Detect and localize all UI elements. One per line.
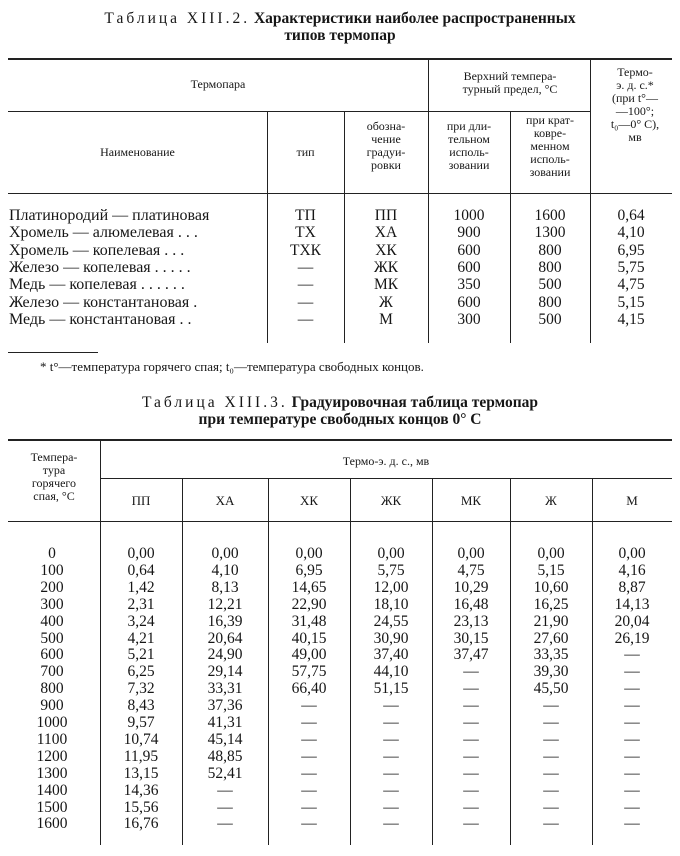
table1-header-bottom-rule bbox=[8, 193, 672, 194]
short-use-cell: 800 bbox=[538, 258, 562, 276]
emf-cell: 5,15 bbox=[617, 293, 645, 311]
temperature-cell: 100 bbox=[40, 561, 64, 579]
emf-value-cell: 27,60 bbox=[533, 629, 569, 647]
emf-value-cell: 8,13 bbox=[211, 578, 239, 596]
emf-value-cell: — bbox=[624, 764, 640, 782]
header-grading: обозна- чение градуи- ровки bbox=[366, 119, 406, 172]
emf-value-cell: — bbox=[217, 798, 233, 816]
emf-value-cell: 4,10 bbox=[211, 561, 239, 579]
emf-value-cell: — bbox=[624, 646, 640, 664]
emf-value-cell: 10,29 bbox=[453, 578, 489, 596]
emf-value-cell: 20,04 bbox=[614, 612, 650, 630]
emf-value-cell: 52,41 bbox=[207, 764, 243, 782]
emf-value-cell: 7,32 bbox=[127, 680, 155, 698]
short-use-cell: 1600 bbox=[534, 207, 566, 224]
thermocouple-name: Железо — константановая . bbox=[9, 293, 198, 311]
column-header-1: ХА bbox=[215, 493, 235, 508]
emf-value-cell: 33,35 bbox=[533, 646, 569, 664]
temperature-cell: 500 bbox=[40, 629, 64, 647]
emf-value-cell: — bbox=[463, 798, 479, 816]
emf-value-cell: — bbox=[624, 663, 640, 681]
thermocouple-name: Платинородий — платиновая bbox=[9, 207, 210, 224]
emf-cell: 4,75 bbox=[617, 276, 645, 294]
emf-value-cell: 39,30 bbox=[533, 663, 569, 681]
column-header-2: ХК bbox=[299, 493, 319, 508]
emf-value-cell: 4,16 bbox=[618, 561, 646, 579]
emf-value-cell: 30,90 bbox=[373, 629, 409, 647]
temperature-cell: 1100 bbox=[36, 730, 68, 748]
temperature-cell: 700 bbox=[40, 663, 64, 681]
temperature-cell: 200 bbox=[40, 578, 64, 596]
header-long-use: при дли- тельном исполь- зовании bbox=[446, 119, 492, 172]
emf-value-cell: — bbox=[463, 730, 479, 748]
emf-value-cell: 0,00 bbox=[127, 545, 155, 562]
emf-value-cell: 0,00 bbox=[377, 545, 405, 562]
emf-value-cell: 2,31 bbox=[127, 595, 155, 613]
emf-value-cell: 10,60 bbox=[533, 578, 569, 596]
emf-value-cell: — bbox=[301, 697, 317, 715]
temperature-cell: 0 bbox=[48, 545, 56, 562]
emf-value-cell: 8,87 bbox=[618, 578, 646, 596]
long-use-cell: 600 bbox=[457, 241, 481, 259]
emf-value-cell: — bbox=[624, 815, 640, 833]
grading-cell: ХК bbox=[375, 241, 397, 259]
temperature-cell: 400 bbox=[40, 612, 64, 630]
emf-value-cell: — bbox=[383, 764, 399, 782]
emf-value-cell: — bbox=[624, 697, 640, 715]
emf-value-cell: — bbox=[383, 781, 399, 799]
table1-title bbox=[0, 10, 680, 44]
emf-value-cell: — bbox=[543, 764, 559, 782]
emf-value-cell: 1,42 bbox=[127, 578, 155, 596]
emf-value-cell: 49,00 bbox=[291, 646, 327, 664]
type-cell: — bbox=[297, 293, 314, 311]
short-use-cell: 800 bbox=[538, 293, 562, 311]
emf-value-cell: — bbox=[624, 747, 640, 765]
emf-cell: 0,64 bbox=[617, 207, 645, 224]
emf-value-cell: 16,39 bbox=[207, 612, 243, 630]
grading-cell: ХА bbox=[374, 224, 398, 242]
emf-value-cell: 16,48 bbox=[453, 595, 489, 613]
emf-value-cell: 8,43 bbox=[127, 697, 155, 715]
emf-value-cell: — bbox=[463, 680, 479, 698]
emf-value-cell: — bbox=[383, 730, 399, 748]
header-name: Наименование bbox=[100, 145, 175, 159]
table2-title-prefix: Таблица XIII.3. bbox=[141, 394, 288, 411]
emf-value-cell: — bbox=[543, 714, 559, 731]
column-header-4: МК bbox=[460, 493, 482, 508]
header-emf: Термо- э. д. с.* (при t°— —100°; t₀—0° С), мв bbox=[610, 65, 660, 144]
emf-value-cell: 10,74 bbox=[123, 730, 159, 748]
emf-value-cell: — bbox=[624, 680, 640, 698]
emf-value-cell: — bbox=[624, 714, 640, 731]
emf-value-cell: 4,75 bbox=[457, 561, 485, 579]
emf-value-cell: — bbox=[543, 697, 559, 715]
table1-top-rule bbox=[8, 58, 672, 60]
thermocouple-name: Медь — копелевая . . . . . . bbox=[9, 276, 185, 294]
emf-value-cell: 0,00 bbox=[457, 545, 485, 562]
emf-value-cell: 26,19 bbox=[614, 629, 650, 647]
emf-value-cell: — bbox=[463, 764, 479, 782]
header-type: тип bbox=[296, 145, 315, 159]
temperature-cell: 1600 bbox=[36, 815, 68, 833]
emf-cell: 4,15 bbox=[617, 310, 645, 328]
table2-title bbox=[0, 394, 680, 428]
emf-value-cell: 45,14 bbox=[207, 730, 243, 748]
emf-value-cell: — bbox=[463, 663, 479, 681]
emf-value-cell: 40,15 bbox=[291, 629, 327, 647]
emf-value-cell: — bbox=[624, 781, 640, 799]
long-use-cell: 1000 bbox=[453, 207, 485, 224]
emf-value-cell: 0,00 bbox=[618, 545, 646, 562]
emf-value-cell: 37,40 bbox=[373, 646, 409, 664]
emf-value-cell: 3,24 bbox=[127, 612, 155, 630]
emf-value-cell: 51,15 bbox=[373, 680, 409, 698]
temperature-cell: 1200 bbox=[36, 747, 68, 765]
emf-value-cell: 11,95 bbox=[123, 747, 159, 765]
emf-value-cell: — bbox=[463, 697, 479, 715]
header-temp: Темпера- тура горячего спая, °С bbox=[30, 450, 78, 503]
grading-cell: ПП bbox=[374, 207, 398, 224]
emf-value-cell: 15,56 bbox=[123, 798, 159, 816]
table2-top-rule bbox=[8, 439, 672, 441]
type-cell: — bbox=[297, 276, 314, 294]
thermocouple-name: Медь — константановая . . bbox=[9, 310, 192, 328]
emf-value-cell: 37,47 bbox=[453, 646, 489, 664]
column-header-3: ЖК bbox=[380, 493, 402, 508]
emf-value-cell: 22,90 bbox=[291, 595, 327, 613]
emf-value-cell: — bbox=[624, 730, 640, 748]
emf-value-cell: 21,90 bbox=[533, 612, 569, 630]
emf-value-cell: 0,00 bbox=[537, 545, 565, 562]
grading-cell: МК bbox=[373, 276, 399, 294]
type-cell: — bbox=[297, 258, 314, 276]
emf-value-cell: 48,85 bbox=[207, 747, 243, 765]
table2-title-line1: Градуировочная таблица термопар bbox=[291, 394, 539, 411]
short-use-cell: 800 bbox=[538, 241, 562, 259]
emf-value-cell: — bbox=[543, 798, 559, 816]
table1-header-mid-rule2 bbox=[428, 111, 590, 112]
type-cell: ТХК bbox=[290, 241, 321, 259]
table2-title-line2: при температуре свободных концов 0° С bbox=[198, 411, 482, 428]
temperature-cell: 1300 bbox=[36, 764, 68, 782]
temperature-cell: 1500 bbox=[36, 798, 68, 816]
type-cell: ТХ bbox=[295, 224, 316, 242]
emf-value-cell: — bbox=[383, 697, 399, 715]
emf-value-cell: — bbox=[543, 781, 559, 799]
emf-value-cell: 16,25 bbox=[533, 595, 569, 613]
emf-value-cell: 6,25 bbox=[127, 663, 155, 681]
emf-value-cell: — bbox=[383, 714, 399, 731]
emf-value-cell: — bbox=[301, 747, 317, 765]
table1-title-line2: типов термопар bbox=[284, 27, 396, 44]
emf-value-cell: 5,15 bbox=[537, 561, 565, 579]
short-use-cell: 500 bbox=[538, 276, 562, 294]
temperature-cell: 1400 bbox=[36, 781, 68, 799]
grading-cell: Ж bbox=[379, 293, 393, 311]
footnote-rule bbox=[8, 352, 98, 353]
emf-value-cell: 31,48 bbox=[291, 612, 327, 630]
emf-cell: 6,95 bbox=[617, 241, 645, 259]
header-upper-limit: Верхний темпера- турный предел, °С bbox=[462, 69, 558, 96]
long-use-cell: 900 bbox=[457, 224, 481, 242]
header-short-use: при крат- ковре- менном исполь- зовании bbox=[526, 113, 574, 179]
emf-value-cell: 5,21 bbox=[127, 646, 155, 664]
emf-value-cell: 57,75 bbox=[291, 663, 327, 681]
temperature-cell: 600 bbox=[40, 646, 64, 664]
emf-value-cell: 12,00 bbox=[373, 578, 409, 596]
emf-value-cell: 16,76 bbox=[123, 815, 159, 833]
emf-value-cell: — bbox=[301, 764, 317, 782]
thermocouple-name: Хромель — копелевая . . . bbox=[9, 241, 185, 259]
emf-cell: 4,10 bbox=[617, 224, 645, 242]
emf-value-cell: — bbox=[301, 815, 317, 833]
table1-footnote: * t°—температура горячего спая; t₀—температура свободных концов. bbox=[40, 359, 424, 374]
type-cell: ТП bbox=[295, 207, 316, 224]
header-emf-mv: Термо-э. д. с., мв bbox=[342, 454, 430, 468]
long-use-cell: 600 bbox=[457, 293, 481, 311]
table1-header-mid-rule bbox=[8, 111, 428, 112]
emf-value-cell: 24,55 bbox=[373, 612, 409, 630]
emf-value-cell: 20,64 bbox=[207, 629, 243, 647]
emf-value-cell: — bbox=[383, 747, 399, 765]
emf-value-cell: 37,36 bbox=[207, 697, 243, 715]
emf-value-cell: 12,21 bbox=[207, 595, 243, 613]
emf-cell: 5,75 bbox=[617, 258, 645, 276]
emf-value-cell: 13,15 bbox=[123, 764, 159, 782]
emf-value-cell: — bbox=[463, 714, 479, 731]
emf-value-cell: — bbox=[543, 747, 559, 765]
emf-value-cell: — bbox=[624, 798, 640, 816]
column-header-0: ПП bbox=[131, 493, 151, 508]
emf-value-cell: — bbox=[383, 815, 399, 833]
emf-value-cell: 33,31 bbox=[207, 680, 243, 698]
temperature-cell: 300 bbox=[40, 595, 64, 613]
short-use-cell: 500 bbox=[538, 310, 562, 328]
emf-value-cell: — bbox=[217, 781, 233, 799]
emf-value-cell: — bbox=[543, 730, 559, 748]
emf-value-cell: — bbox=[301, 730, 317, 748]
emf-value-cell: — bbox=[463, 815, 479, 833]
emf-value-cell: 29,14 bbox=[207, 663, 243, 681]
header-thermocouple: Термопара bbox=[190, 77, 246, 91]
emf-value-cell: — bbox=[217, 815, 233, 833]
grading-cell: ЖК bbox=[373, 258, 399, 276]
emf-value-cell: 0,64 bbox=[127, 561, 155, 579]
short-use-cell: 1300 bbox=[534, 224, 566, 242]
table2-header-bottom-rule bbox=[8, 521, 672, 522]
type-cell: — bbox=[297, 310, 314, 328]
emf-value-cell: — bbox=[301, 781, 317, 799]
column-header-5: Ж bbox=[545, 493, 557, 508]
emf-value-cell: — bbox=[301, 714, 317, 731]
long-use-cell: 350 bbox=[457, 276, 481, 294]
emf-value-cell: 44,10 bbox=[373, 663, 409, 681]
temperature-cell: 1000 bbox=[36, 714, 68, 731]
long-use-cell: 300 bbox=[457, 310, 481, 328]
table1-title-prefix: Таблица XIII.2. bbox=[104, 10, 251, 27]
emf-value-cell: 14,13 bbox=[614, 595, 650, 613]
emf-value-cell: 41,31 bbox=[207, 714, 243, 731]
emf-value-cell: 45,50 bbox=[533, 680, 569, 698]
emf-value-cell: 4,21 bbox=[127, 629, 155, 647]
emf-value-cell: 24,90 bbox=[207, 646, 243, 664]
table1-title-line1: Характеристики наиболее распространенных bbox=[253, 10, 576, 27]
temperature-cell: 800 bbox=[40, 680, 64, 698]
emf-value-cell: — bbox=[463, 747, 479, 765]
emf-value-cell: 23,13 bbox=[453, 612, 489, 630]
emf-value-cell: — bbox=[383, 798, 399, 816]
emf-value-cell: 18,10 bbox=[373, 595, 409, 613]
emf-value-cell: 0,00 bbox=[211, 545, 239, 562]
emf-value-cell: 5,75 bbox=[377, 561, 405, 579]
long-use-cell: 600 bbox=[457, 258, 481, 276]
emf-value-cell: 0,00 bbox=[295, 545, 323, 562]
column-header-6: М bbox=[626, 493, 638, 508]
grading-cell: М bbox=[379, 310, 393, 328]
thermocouple-name: Железо — копелевая . . . . . bbox=[9, 258, 191, 276]
emf-value-cell: — bbox=[301, 798, 317, 816]
emf-value-cell: — bbox=[463, 781, 479, 799]
emf-value-cell: 14,65 bbox=[291, 578, 327, 596]
temperature-cell: 900 bbox=[40, 697, 64, 715]
table2-header-mid-rule bbox=[100, 478, 672, 479]
emf-value-cell: 66,40 bbox=[291, 680, 327, 698]
emf-value-cell: — bbox=[543, 815, 559, 833]
emf-value-cell: 6,95 bbox=[295, 561, 323, 579]
emf-value-cell: 9,57 bbox=[127, 714, 155, 731]
emf-value-cell: 30,15 bbox=[453, 629, 489, 647]
emf-value-cell: 14,36 bbox=[123, 781, 159, 799]
thermocouple-name: Хромель — алюмелевая . . . bbox=[9, 224, 198, 242]
